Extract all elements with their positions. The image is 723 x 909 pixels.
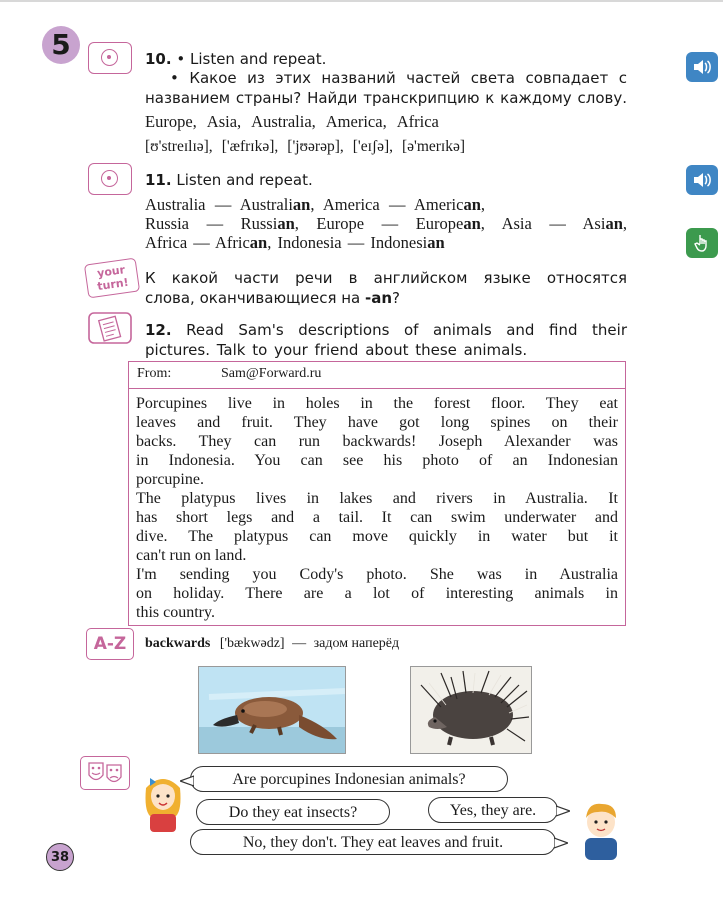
top-divider: [0, 0, 723, 2]
ex11-suffix: an: [277, 214, 295, 233]
email-line: Porcupines live in holes in the forest floor. They eat: [136, 395, 618, 412]
speaker-icon: [692, 171, 712, 189]
email-line: leaves and fruit. They have got long spines on their: [136, 414, 618, 431]
boy-character: [578, 798, 624, 860]
ex10-line1: [145, 49, 630, 69]
vocab-word: backwards: [145, 636, 211, 651]
email-line: I'm sending you Cody's photo. She was in Australia: [136, 566, 618, 583]
page-number: 38: [46, 843, 74, 871]
your-turn-line2: [145, 288, 400, 308]
cd-icon: [88, 42, 132, 74]
ex11-line1: [145, 195, 485, 215]
ex11-line3: [145, 233, 545, 253]
email-line: backs. They can run backwards! Joseph Alexander was: [136, 433, 618, 450]
ex12-instruction: Read Sam's descriptions of animals and find their: [186, 321, 627, 339]
email-from-label: From:: [137, 366, 172, 381]
email-body: [136, 394, 618, 622]
ex11-suffix: an: [463, 214, 481, 233]
word: Asia,: [206, 112, 242, 131]
suffix-an: -an: [365, 289, 393, 307]
ex10-number: 10.: [145, 50, 172, 68]
ex11-word: Russia — Russi: [145, 214, 278, 233]
audio-button-ex10[interactable]: [686, 52, 718, 82]
ex11-word: , Indonesia — Indonesi: [267, 233, 428, 252]
ex10-transcriptions: [145, 137, 515, 157]
email-line: dive. The platypus can move quickly in water but it: [136, 528, 618, 545]
platypus-photo[interactable]: [198, 666, 346, 754]
ex11-word: , Asia — Asi: [480, 214, 606, 233]
transcription: [ə'merɪkə]: [401, 138, 466, 155]
ex11-suffix: an: [605, 214, 623, 233]
vocab-dash: —: [292, 636, 307, 651]
speech-bubble: Do they eat insects?: [196, 799, 390, 825]
notebook-icon: [88, 312, 132, 344]
ex11-suffix: an: [292, 195, 311, 214]
email-line: has short legs and a tail. It can swim underwater and: [136, 509, 618, 526]
theatre-masks-icon: [80, 756, 130, 790]
email-line: this country.: [136, 604, 215, 621]
ex11-suffix: an: [463, 195, 481, 214]
platypus-illustration: [199, 667, 345, 753]
interactive-button[interactable]: [686, 228, 718, 258]
transcription: [ʊ'streɪlɪə],: [145, 138, 213, 155]
ex10-instruction: • Listen and repeat.: [176, 50, 327, 68]
ex11-word: , Europe — Europe: [294, 214, 464, 233]
ex10-words: [145, 112, 505, 132]
your-turn-text: слова, оканчивающиеся на: [145, 289, 365, 307]
email-line: in Indonesia. You can see his photo of an Indonesian: [136, 452, 618, 469]
email-line: porcupine.: [136, 471, 204, 488]
ex12-number: 12.: [145, 321, 172, 339]
question-mark: ?: [392, 289, 400, 307]
ex11-word: ,: [622, 214, 628, 233]
word: Africa: [396, 112, 439, 131]
your-turn-line1: К какой части речи в английском языке относятся: [145, 269, 627, 287]
email-header: [128, 361, 626, 389]
word: America,: [325, 112, 387, 131]
ex11-heading: [145, 170, 313, 190]
speech-bubble: Are porcupines Indonesian animals?: [190, 766, 508, 792]
your-turn-label: your turn!: [96, 263, 130, 294]
ex11-instruction: Listen and repeat.: [176, 171, 313, 189]
az-vocab-badge: A-Z: [86, 628, 134, 660]
ex11-word: Australia — Australi: [145, 195, 293, 214]
ex11-line2: [145, 214, 627, 234]
speech-bubble: Yes, they are.: [428, 797, 558, 823]
ex12-line1: [145, 320, 627, 340]
bubble-tail: [180, 774, 194, 788]
email-line: The platypus lives in lakes and rivers in Australia. It: [136, 490, 618, 507]
bubble-tail: [556, 804, 570, 818]
ex11-word: ,: [480, 195, 485, 214]
audio-button-ex11[interactable]: [686, 165, 718, 195]
ex11-suffix: an: [427, 233, 445, 252]
bubble-tail: [554, 836, 568, 850]
your-turn-badge: [84, 258, 140, 299]
porcupine-photo[interactable]: [410, 666, 532, 754]
email-line: on holiday. There are a lot of interesting animals in: [136, 585, 618, 602]
transcription: ['æfrɪkə],: [221, 138, 279, 155]
ex11-word: Africa — Afric: [145, 233, 250, 252]
cd-icon: [88, 163, 132, 195]
transcription: ['eɪʃə],: [352, 138, 393, 155]
word: Australia,: [251, 112, 316, 131]
porcupine-illustration: [411, 667, 531, 753]
ex11-number: 11.: [145, 171, 172, 189]
vocab-entry: [145, 636, 399, 652]
unit-number-badge: 5: [42, 26, 80, 64]
vocab-transcription: ['bækwədz]: [219, 636, 285, 651]
transcription: ['jʊərəp],: [287, 138, 344, 155]
ex12-line2: pictures. Talk to your friend about these animals.: [145, 341, 528, 359]
word: Europe,: [145, 112, 197, 131]
vocab-translation: задом наперёд: [313, 636, 400, 651]
ex11-word: , America — Americ: [310, 195, 464, 214]
ex10-question-line2: названием страны? Найди транскрипцию к каждому слову.: [145, 89, 627, 107]
email-from-address: Sam@Forward.ru: [221, 366, 322, 381]
email-line: can't run on land.: [136, 547, 247, 564]
speaker-icon: [692, 58, 712, 76]
ex10-question-line1: • Какое из этих названий частей света совпадает с: [170, 69, 627, 87]
ex11-suffix: an: [249, 233, 268, 252]
speech-bubble: No, they don't. They eat leaves and fruit.: [190, 829, 556, 855]
touch-hand-icon: [694, 233, 710, 253]
